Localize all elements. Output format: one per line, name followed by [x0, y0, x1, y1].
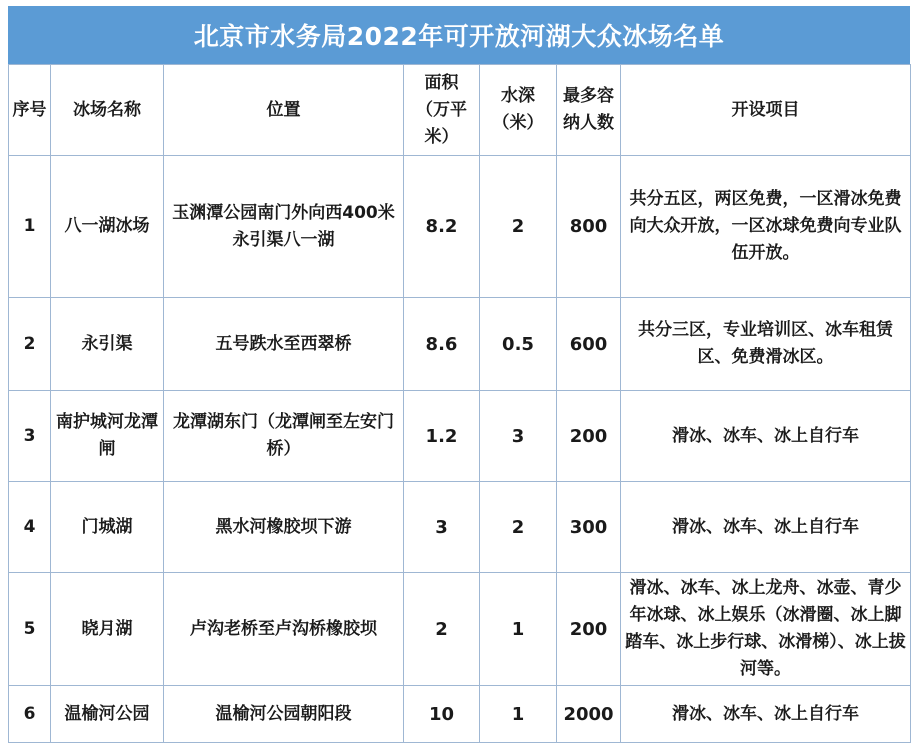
cell-area: 2 [404, 573, 480, 686]
cell-index: 4 [9, 482, 51, 573]
cell-location: 五号跌水至西翠桥 [164, 298, 404, 391]
cell-depth: 0.5 [480, 298, 557, 391]
table-header-row [9, 65, 911, 156]
header-location: 位置 [164, 65, 404, 156]
cell-name: 晓月湖 [51, 573, 164, 686]
cell-name: 八一湖冰场 [51, 156, 164, 298]
document-title: 北京市水务局2022年可开放河湖大众冰场名单 [8, 6, 910, 64]
table-row [9, 686, 911, 743]
cell-area: 10 [404, 686, 480, 743]
cell-area: 1.2 [404, 391, 480, 482]
cell-index: 5 [9, 573, 51, 686]
cell-capacity: 800 [557, 156, 621, 298]
cell-capacity: 200 [557, 391, 621, 482]
table-row [9, 482, 911, 573]
header-name: 冰场名称 [51, 65, 164, 156]
cell-index: 1 [9, 156, 51, 298]
cell-name: 永引渠 [51, 298, 164, 391]
cell-area: 3 [404, 482, 480, 573]
cell-name: 门城湖 [51, 482, 164, 573]
header-depth: 水深（米） [480, 65, 557, 156]
cell-projects: 滑冰、冰车、冰上自行车 [621, 391, 911, 482]
header-index: 序号 [9, 65, 51, 156]
header-area: 面积（万平米） [404, 65, 480, 156]
header-capacity: 最多容纳人数 [557, 65, 621, 156]
cell-location: 卢沟老桥至卢沟桥橡胶坝 [164, 573, 404, 686]
cell-depth: 2 [480, 156, 557, 298]
cell-name: 温榆河公园 [51, 686, 164, 743]
cell-projects: 滑冰、冰车、冰上龙舟、冰壶、青少年冰球、冰上娱乐（冰滑圈、冰上脚踏车、冰上步行球、冰滑梯）、冰上拔河等。 [621, 573, 911, 686]
cell-area: 8.2 [404, 156, 480, 298]
header-projects: 开设项目 [621, 65, 911, 156]
cell-name: 南护城河龙潭闸 [51, 391, 164, 482]
cell-index: 2 [9, 298, 51, 391]
cell-depth: 2 [480, 482, 557, 573]
cell-projects: 滑冰、冰车、冰上自行车 [621, 686, 911, 743]
cell-projects: 共分三区，专业培训区、冰车租赁区、免费滑冰区。 [621, 298, 911, 391]
cell-index: 6 [9, 686, 51, 743]
cell-capacity: 200 [557, 573, 621, 686]
cell-depth: 1 [480, 573, 557, 686]
cell-location: 龙潭湖东门（龙潭闸至左安门桥） [164, 391, 404, 482]
cell-projects: 滑冰、冰车、冰上自行车 [621, 482, 911, 573]
cell-capacity: 300 [557, 482, 621, 573]
cell-location: 黑水河橡胶坝下游 [164, 482, 404, 573]
document-frame [8, 6, 910, 739]
table-row [9, 156, 911, 298]
cell-location: 温榆河公园朝阳段 [164, 686, 404, 743]
table-row [9, 298, 911, 391]
cell-capacity: 600 [557, 298, 621, 391]
table-row [9, 391, 911, 482]
cell-depth: 3 [480, 391, 557, 482]
table-row [9, 573, 911, 686]
cell-capacity: 2000 [557, 686, 621, 743]
cell-depth: 1 [480, 686, 557, 743]
ice-rink-table [8, 64, 911, 743]
cell-index: 3 [9, 391, 51, 482]
cell-area: 8.6 [404, 298, 480, 391]
cell-location: 玉渊潭公园南门外向西400米永引渠八一湖 [164, 156, 404, 298]
cell-projects: 共分五区，两区免费，一区滑冰免费向大众开放，一区冰球免费向专业队伍开放。 [621, 156, 911, 298]
